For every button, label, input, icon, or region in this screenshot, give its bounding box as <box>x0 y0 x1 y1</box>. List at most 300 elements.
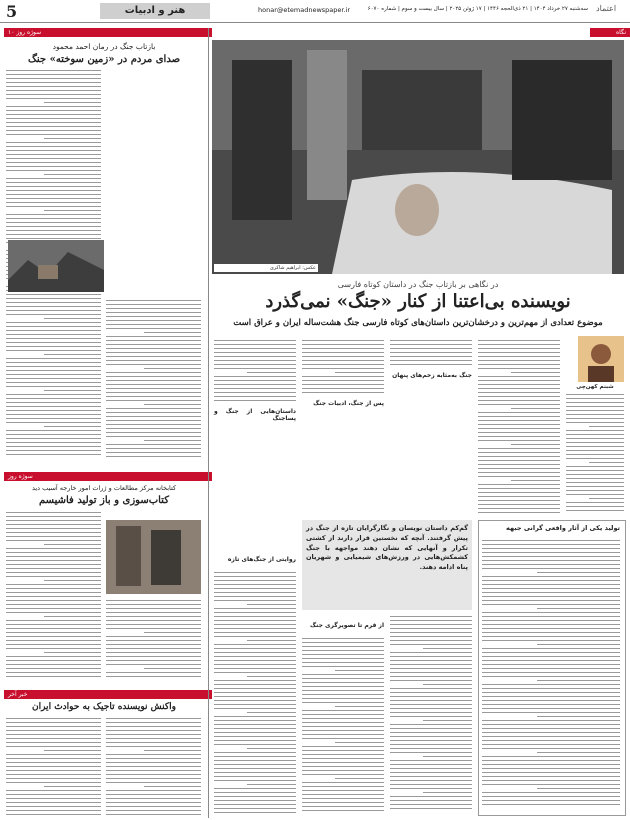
text-line <box>566 394 624 395</box>
main-body-col2 <box>302 340 384 396</box>
text-line <box>247 712 296 713</box>
text-line <box>6 214 101 215</box>
text-line <box>566 506 624 507</box>
text-line <box>511 444 560 445</box>
text-line <box>302 686 384 687</box>
text-line <box>6 560 101 561</box>
text-line <box>247 604 296 605</box>
text-line <box>390 772 472 773</box>
text-line <box>6 294 101 295</box>
text-line <box>478 384 560 385</box>
text-line <box>6 718 101 719</box>
text-line <box>214 616 296 617</box>
text-line <box>390 668 472 669</box>
left-tag2-label: سوژه روز <box>8 473 33 480</box>
text-line <box>6 142 101 143</box>
text-line <box>6 306 101 307</box>
column-divider <box>208 28 209 818</box>
text-line <box>6 770 101 771</box>
text-line <box>6 660 101 661</box>
text-line <box>302 690 384 691</box>
text-line <box>537 644 620 645</box>
library-damage-illustration <box>106 520 201 594</box>
text-line <box>6 406 101 407</box>
text-line <box>6 722 101 723</box>
left-kicker2: کتابخانه مرکز مطالعات و ژرات امور خارجه آسیب دید <box>31 484 177 492</box>
text-line <box>302 774 384 775</box>
text-line <box>482 704 620 705</box>
text-line <box>482 684 620 685</box>
text-line <box>6 130 101 131</box>
sidebar-title: تولید یکی از آثار واقعی گرانی جبهه <box>506 524 620 532</box>
text-line <box>214 648 296 649</box>
text-line <box>390 808 472 809</box>
text-line <box>478 460 560 461</box>
text-line <box>6 350 101 351</box>
text-line <box>6 342 101 343</box>
text-line <box>482 648 620 649</box>
text-line <box>589 426 624 427</box>
text-line <box>6 166 101 167</box>
text-line <box>214 592 296 593</box>
text-line <box>6 572 101 573</box>
main-tag <box>590 28 630 37</box>
text-line <box>6 512 101 513</box>
text-line <box>106 436 201 437</box>
text-line <box>6 430 101 431</box>
photo-credit <box>214 264 318 272</box>
text-line <box>478 504 560 505</box>
text-line <box>6 206 101 207</box>
text-line <box>302 738 384 739</box>
text-line <box>482 624 620 625</box>
text-line <box>6 564 101 565</box>
text-line <box>6 730 101 731</box>
text-line <box>214 752 296 753</box>
text-line <box>6 524 101 525</box>
text-line <box>214 656 296 657</box>
text-line <box>144 786 201 787</box>
main-body-col6 <box>214 572 296 816</box>
text-line <box>106 384 201 385</box>
text-line <box>6 346 101 347</box>
text-line <box>478 396 560 397</box>
text-line <box>302 746 384 747</box>
text-line <box>106 432 201 433</box>
text-line <box>390 704 472 705</box>
text-line <box>6 146 101 147</box>
text-line <box>106 628 201 629</box>
text-line <box>566 414 624 415</box>
text-line <box>214 584 296 585</box>
text-line <box>6 636 101 637</box>
text-line <box>482 724 620 725</box>
text-line <box>302 698 384 699</box>
text-line <box>6 520 101 521</box>
text-line <box>44 750 101 751</box>
text-line <box>511 372 560 373</box>
main-body-col5 <box>566 394 624 514</box>
text-line <box>478 500 560 501</box>
text-line <box>214 800 296 801</box>
left-body-col6 <box>106 718 201 818</box>
text-line <box>478 492 560 493</box>
text-line <box>44 318 101 319</box>
text-line <box>106 718 201 719</box>
text-line <box>390 628 472 629</box>
text-line <box>6 418 101 419</box>
text-line <box>214 384 296 385</box>
text-line <box>482 792 620 793</box>
text-line <box>302 726 384 727</box>
text-line <box>214 600 296 601</box>
main-body-col8 <box>390 616 472 812</box>
text-line <box>6 338 101 339</box>
text-line <box>214 620 296 621</box>
text-line <box>106 612 201 613</box>
text-line <box>144 368 201 369</box>
text-line <box>214 668 296 669</box>
text-line <box>6 540 101 541</box>
text-line <box>478 440 560 441</box>
left-headline2: کتاب‌سوزی و باز تولید فاشیسم <box>39 495 169 506</box>
text-line <box>214 684 296 685</box>
text-line <box>6 118 101 119</box>
text-line <box>478 472 560 473</box>
text-line <box>390 660 472 661</box>
text-line <box>390 732 472 733</box>
text-line <box>302 340 384 341</box>
text-line <box>478 348 560 349</box>
text-line <box>214 364 296 365</box>
text-line <box>6 516 101 517</box>
text-line <box>106 758 201 759</box>
text-line <box>390 736 472 737</box>
text-line <box>482 656 620 657</box>
text-line <box>106 308 201 309</box>
text-line <box>482 600 620 601</box>
text-line <box>390 616 472 617</box>
main-headline: نویسنده بی‌اعتنا از کنار «جنگ» نمی‌گذرد <box>265 291 571 312</box>
text-line <box>566 454 624 455</box>
subhead-2: پس از جنگ، ادبیات جنگ <box>313 400 384 407</box>
main-subhead: موضوع تعدادی از مهم‌ترین و درخشان‌ترین داستان‌های کوتاه فارسی جنگ هشت‌ساله ایران و عراق است <box>233 318 603 328</box>
text-line <box>6 814 101 815</box>
text-line <box>390 768 472 769</box>
text-line <box>106 794 201 795</box>
main-kicker: در نگاهی بر بازتاب جنگ در داستان کوتاه فارسی <box>337 280 499 289</box>
text-line <box>566 458 624 459</box>
text-line <box>214 768 296 769</box>
text-line <box>214 704 296 705</box>
text-line <box>214 792 296 793</box>
text-line <box>106 380 201 381</box>
text-line <box>106 814 201 815</box>
text-line <box>302 770 384 771</box>
left-kicker: بازتاب جنگ در رمان احمد محمود <box>52 42 156 51</box>
text-line <box>482 544 620 545</box>
text-line <box>6 734 101 735</box>
text-line <box>214 760 296 761</box>
text-line <box>44 138 101 139</box>
text-line <box>44 426 101 427</box>
text-line <box>482 660 620 661</box>
text-line <box>6 366 101 367</box>
text-line <box>106 412 201 413</box>
text-line <box>6 90 101 91</box>
text-line <box>302 694 384 695</box>
text-line <box>106 312 201 313</box>
text-line <box>214 572 296 573</box>
text-line <box>6 584 101 585</box>
text-line <box>106 376 201 377</box>
text-line <box>214 356 296 357</box>
text-line <box>390 748 472 749</box>
text-line <box>6 640 101 641</box>
text-line <box>335 742 384 743</box>
text-line <box>6 762 101 763</box>
text-line <box>566 482 624 483</box>
text-line <box>482 568 620 569</box>
text-line <box>6 746 101 747</box>
text-line <box>390 804 472 805</box>
text-line <box>482 796 620 797</box>
text-line <box>106 664 201 665</box>
text-line <box>566 478 624 479</box>
text-line <box>482 712 620 713</box>
left-tag <box>4 28 212 37</box>
text-line <box>482 628 620 629</box>
text-line <box>482 552 620 553</box>
text-line <box>144 750 201 751</box>
text-line <box>482 676 620 677</box>
text-line <box>106 738 201 739</box>
text-line <box>423 648 472 649</box>
text-line <box>44 544 101 545</box>
text-line <box>482 584 620 585</box>
text-line <box>390 624 472 625</box>
text-line <box>144 404 201 405</box>
text-line <box>478 512 560 513</box>
text-line <box>335 372 384 373</box>
text-line <box>482 696 620 697</box>
text-line <box>390 640 472 641</box>
text-line <box>478 456 560 457</box>
text-line <box>214 764 296 765</box>
text-line <box>6 738 101 739</box>
text-line <box>214 780 296 781</box>
text-line <box>482 668 620 669</box>
text-line <box>566 450 624 451</box>
text-line <box>6 612 101 613</box>
text-line <box>566 510 624 511</box>
text-line <box>302 348 384 349</box>
text-line <box>478 488 560 489</box>
text-line <box>106 448 201 449</box>
text-line <box>214 376 296 377</box>
text-line <box>6 70 101 71</box>
text-line <box>302 356 384 357</box>
text-line <box>566 494 624 495</box>
text-line <box>6 374 101 375</box>
text-line <box>390 740 472 741</box>
text-line <box>106 652 201 653</box>
text-line <box>6 298 101 299</box>
left-body-col2 <box>106 300 201 460</box>
text-line <box>214 776 296 777</box>
text-line <box>106 616 201 617</box>
text-line <box>247 640 296 641</box>
text-line <box>482 636 620 637</box>
text-line <box>302 344 384 345</box>
text-line <box>302 658 384 659</box>
text-line <box>247 372 296 373</box>
text-line <box>106 648 201 649</box>
text-line <box>106 400 201 401</box>
text-line <box>6 378 101 379</box>
text-line <box>482 592 620 593</box>
text-line <box>478 392 560 393</box>
text-line <box>478 420 560 421</box>
text-line <box>482 744 620 745</box>
text-line <box>302 388 384 389</box>
text-line <box>6 110 101 111</box>
text-line <box>44 616 101 617</box>
text-line <box>537 716 620 717</box>
text-line <box>247 748 296 749</box>
subhead-1: جنگ به‌مثابه زخم‌های پنهان <box>392 372 472 379</box>
text-line <box>482 616 620 617</box>
dateline: سه‌شنبه ۲۷ خرداد ۱۴۰۴ | ۲۱ ذی‌الحجه ۱۴۴۶ | ۱۷ ژوئن ۲۰۲۵ | سال بیست و سوم | شماره ۶۰۷۰ <box>367 6 588 12</box>
left-body-col3 <box>6 512 101 680</box>
text-line <box>6 604 101 605</box>
text-line <box>566 438 624 439</box>
text-line <box>214 652 296 653</box>
text-line <box>390 788 472 789</box>
text-line <box>6 94 101 95</box>
text-line <box>106 416 201 417</box>
text-line <box>390 752 472 753</box>
text-line <box>6 632 101 633</box>
left-tag2 <box>4 472 212 481</box>
text-line <box>214 588 296 589</box>
text-line <box>302 702 384 703</box>
text-line <box>6 126 101 127</box>
left-body-col5 <box>6 718 101 818</box>
text-line <box>6 114 101 115</box>
text-line <box>106 352 201 353</box>
text-line <box>6 596 101 597</box>
text-line <box>537 788 620 789</box>
text-line <box>6 592 101 593</box>
text-line <box>302 766 384 767</box>
text-line <box>478 424 560 425</box>
left-headline: صدای مردم در «زمین سوخته» جنگ <box>27 54 181 65</box>
text-line <box>478 364 560 365</box>
text-line <box>302 810 384 811</box>
text-line <box>566 406 624 407</box>
text-line <box>144 440 201 441</box>
text-line <box>6 454 101 455</box>
text-line <box>6 726 101 727</box>
text-line <box>214 352 296 353</box>
text-line <box>6 170 101 171</box>
text-line <box>214 708 296 709</box>
text-line <box>482 560 620 561</box>
text-line <box>566 398 624 399</box>
text-line <box>214 808 296 809</box>
text-line <box>390 700 472 701</box>
text-line <box>511 408 560 409</box>
library-photo <box>106 520 201 594</box>
text-line <box>44 354 101 355</box>
text-line <box>478 428 560 429</box>
text-line <box>482 800 620 801</box>
text-line <box>6 150 101 151</box>
text-line <box>302 642 384 643</box>
text-line <box>482 720 620 721</box>
text-line <box>106 392 201 393</box>
text-line <box>6 790 101 791</box>
text-line <box>537 752 620 753</box>
text-line <box>302 364 384 365</box>
section-email[interactable]: honar@etemadnewspaper.ir <box>258 6 351 14</box>
text-line <box>6 218 101 219</box>
text-line <box>6 794 101 795</box>
text-line <box>106 360 201 361</box>
text-line <box>106 396 201 397</box>
text-line <box>6 588 101 589</box>
text-line <box>214 692 296 693</box>
text-line <box>390 724 472 725</box>
hospital-photo-illustration <box>212 40 624 274</box>
text-line <box>390 360 472 361</box>
text-line <box>106 620 201 621</box>
text-line <box>6 162 101 163</box>
text-line <box>6 158 101 159</box>
text-line <box>478 400 560 401</box>
text-line <box>302 782 384 783</box>
text-line <box>214 736 296 737</box>
text-line <box>214 740 296 741</box>
text-line <box>6 774 101 775</box>
text-line <box>6 810 101 811</box>
text-line <box>6 314 101 315</box>
text-line <box>106 676 201 677</box>
text-line <box>478 356 560 357</box>
text-line <box>214 396 296 397</box>
text-line <box>478 340 560 341</box>
text-line <box>302 718 384 719</box>
left-headline3: واکنش نویسنده تاجیک به حوادث ایران <box>31 702 177 712</box>
text-line <box>566 470 624 471</box>
subhead-3: داستان‌هایی از جنگ و پساجنگ <box>214 408 296 422</box>
text-line <box>214 348 296 349</box>
text-line <box>6 230 101 231</box>
text-line <box>302 384 384 385</box>
text-line <box>302 650 384 651</box>
left-body-col4 <box>106 600 201 680</box>
text-line <box>566 410 624 411</box>
text-line <box>6 608 101 609</box>
text-line <box>6 648 101 649</box>
text-line <box>214 796 296 797</box>
text-line <box>478 496 560 497</box>
text-line <box>106 636 201 637</box>
text-line <box>6 644 101 645</box>
text-line <box>6 386 101 387</box>
text-line <box>482 640 620 641</box>
